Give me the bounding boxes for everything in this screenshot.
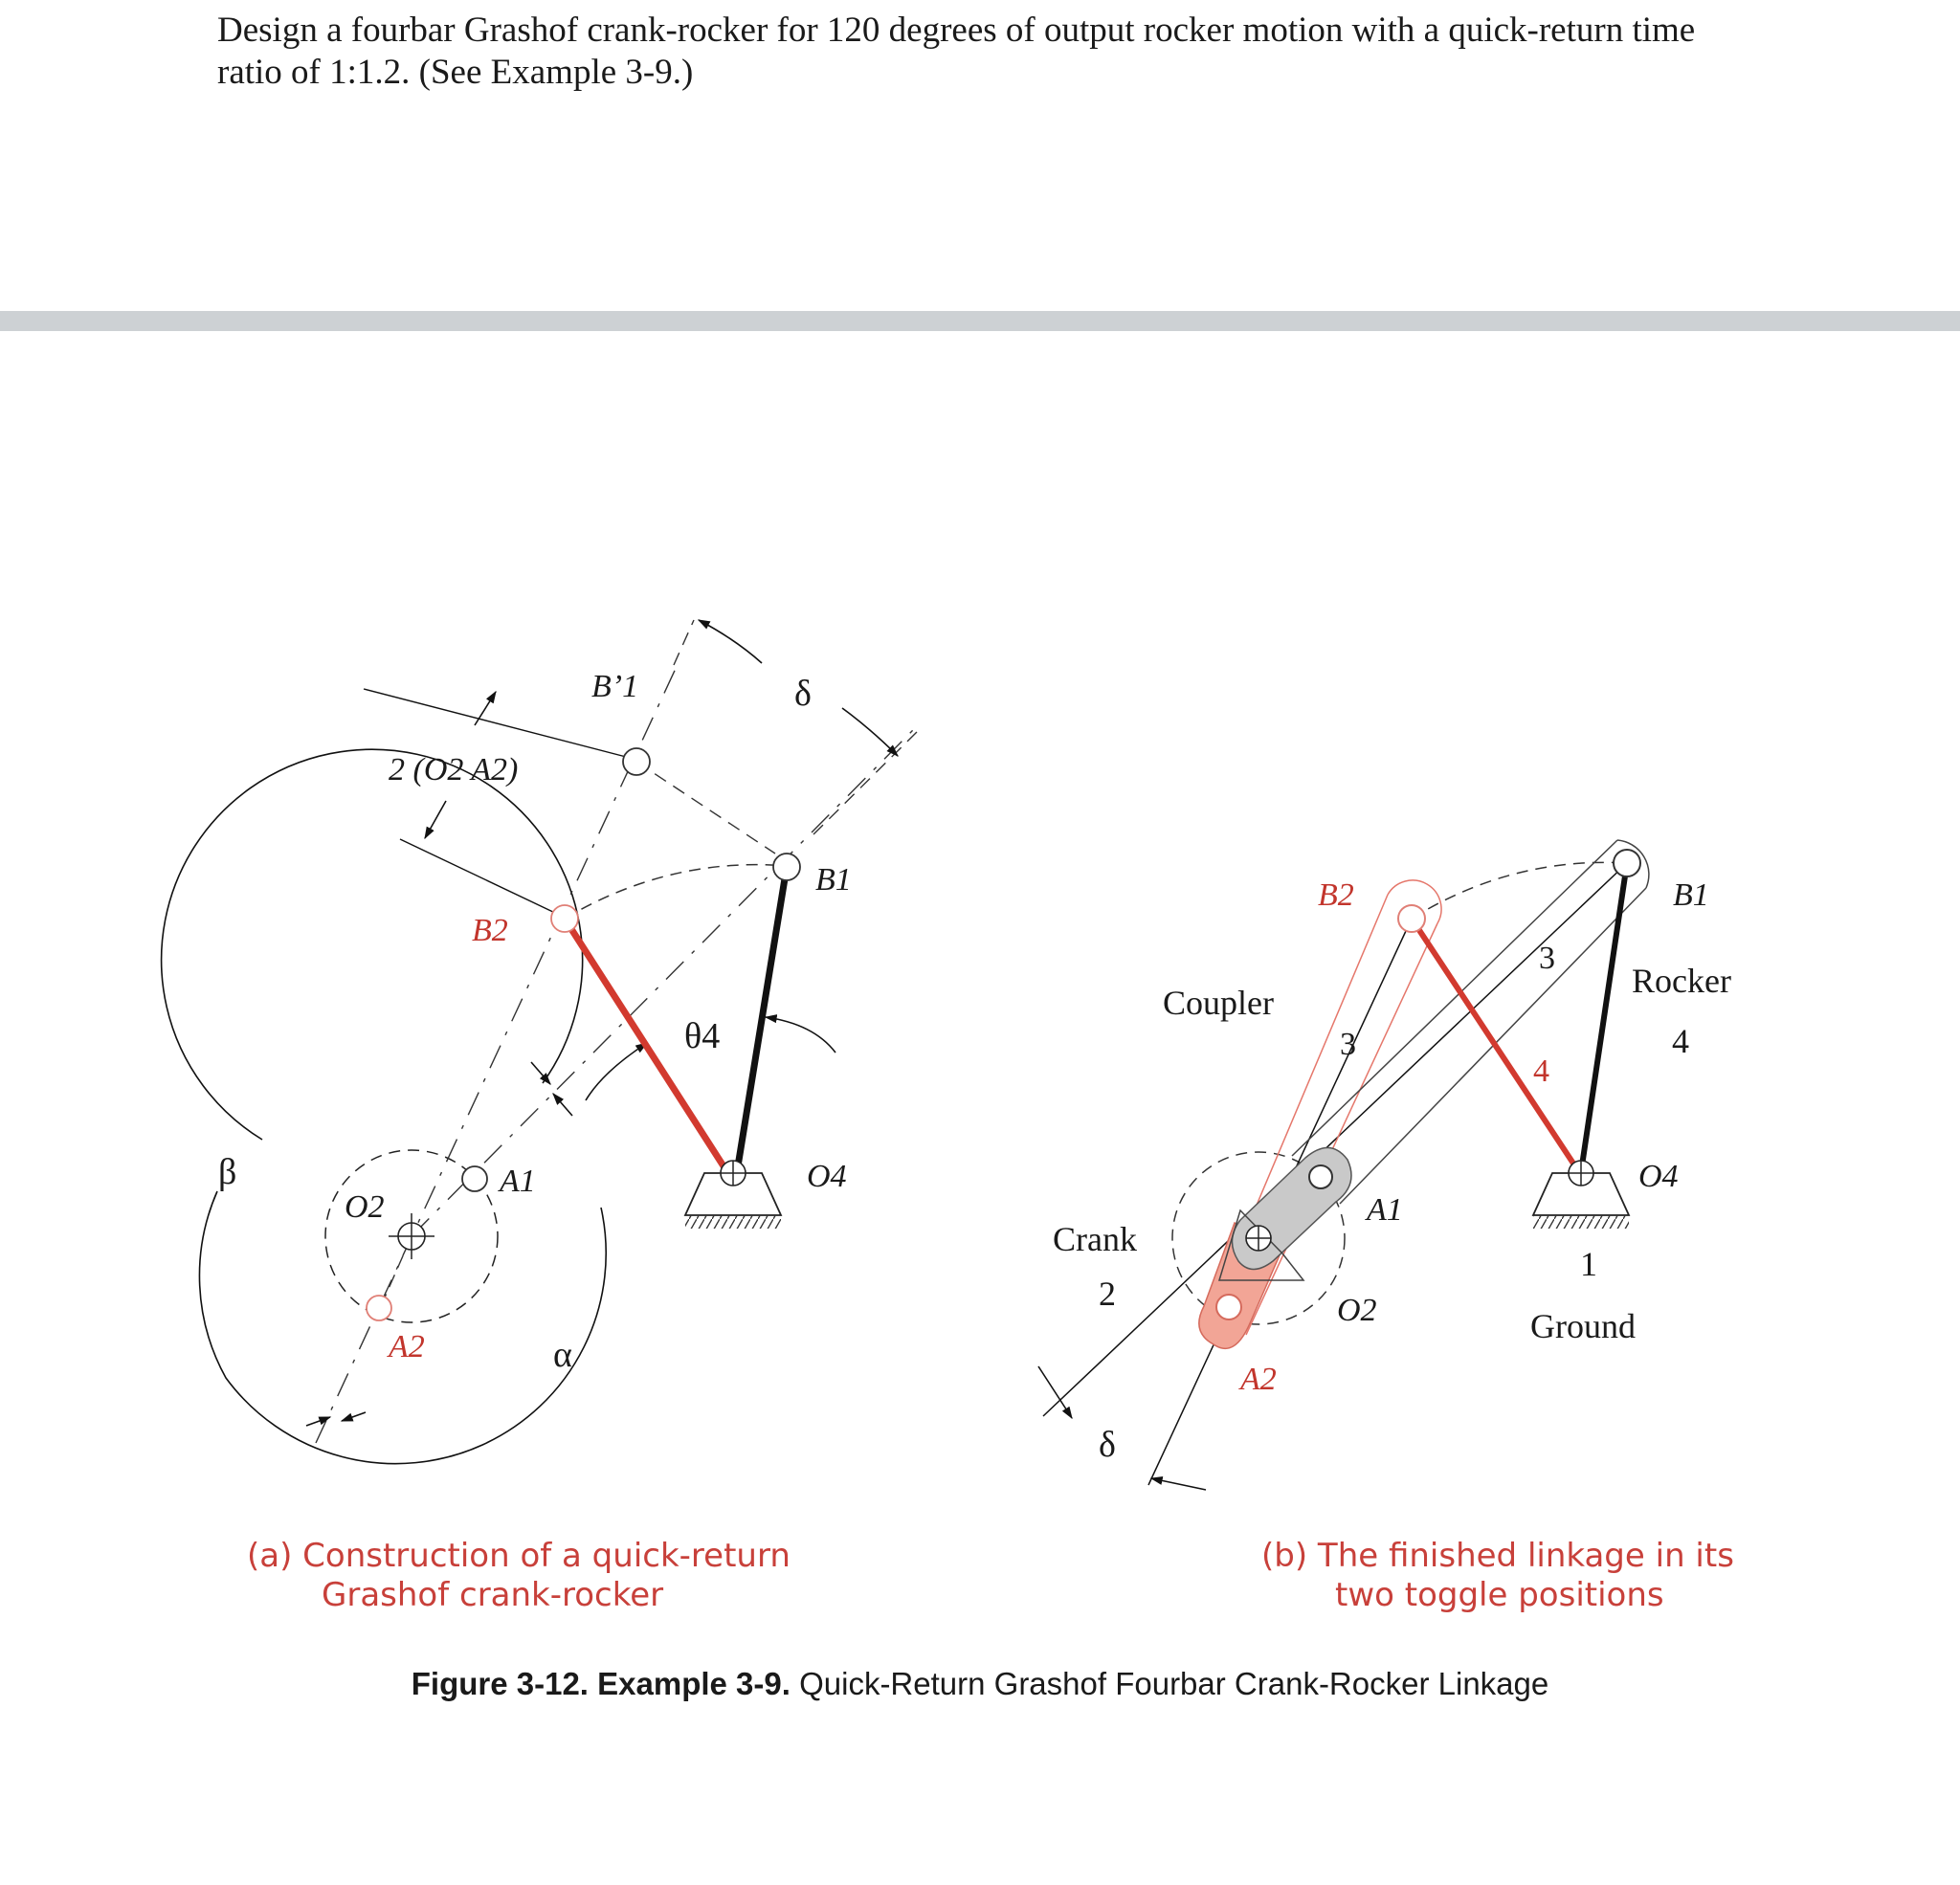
joint-a2-a — [367, 1296, 391, 1320]
label-a2-b: A2 — [1240, 1362, 1277, 1397]
joint-b1-b — [1614, 850, 1640, 876]
alpha-arrow-3 — [306, 1417, 330, 1426]
label-link3-coupler: 3 — [1340, 1027, 1356, 1062]
label-rocker-num: 4 — [1672, 1022, 1689, 1060]
caption-a-line1: (a) Construction of a quick-return — [247, 1537, 791, 1575]
rocker-arc-b — [1412, 862, 1627, 919]
b1prime-to-b1 — [636, 762, 775, 854]
theta4-arc-upper — [766, 1017, 835, 1053]
label-beta: β — [218, 1152, 237, 1192]
problem-statement: Design a fourbar Grashof crank-rocker for 120 degrees of output rocker motion with a quick-return time ratio of 1:1.2. (See Example 3-9.) — [217, 11, 1696, 92]
delta-arc-1 — [699, 620, 762, 663]
label-o2-a: O2 — [345, 1189, 385, 1225]
label-ground-num: 1 — [1580, 1245, 1597, 1283]
delta-arrow-b2 — [1151, 1478, 1206, 1490]
label-b1-b: B1 — [1673, 877, 1709, 913]
label-b1-a: B1 — [815, 862, 852, 898]
joint-a1-b — [1309, 1165, 1332, 1188]
label-coupler: Coupler — [1163, 984, 1274, 1022]
joint-b1prime — [623, 748, 650, 775]
crank-gray-a1 — [1232, 1147, 1351, 1269]
label-a1-a: A1 — [500, 1164, 536, 1199]
delta-arc-2 — [842, 708, 898, 756]
label-b2-b: B2 — [1318, 877, 1354, 913]
dim-ext-bottom — [400, 839, 557, 914]
figure-b-finished-linkage — [1038, 840, 1734, 1614]
joint-a1-a — [462, 1166, 487, 1191]
label-o4-a: O4 — [807, 1159, 847, 1194]
alpha-arrow-4 — [342, 1412, 366, 1421]
label-delta-b: δ — [1099, 1425, 1116, 1465]
alpha-arc — [162, 749, 583, 1140]
joint-b1-a — [773, 854, 800, 880]
ground-o4-b — [1533, 1161, 1629, 1229]
label-crank: Crank — [1053, 1220, 1137, 1258]
joint-a2-b — [1216, 1295, 1241, 1320]
label-theta4: θ4 — [684, 1016, 721, 1056]
dim-ext-top — [364, 689, 630, 758]
coupler-b2-outline-2 — [1246, 923, 1437, 1335]
label-a1-b: A1 — [1367, 1192, 1403, 1228]
alpha-arrow-2 — [531, 1062, 550, 1084]
figure-caption-text: Quick-Return Grashof Fourbar Crank-Rocker Linkage — [790, 1666, 1549, 1701]
label-rocker: Rocker — [1632, 962, 1731, 1000]
label-a2-a: A2 — [389, 1329, 425, 1364]
delta-ext-1 — [674, 620, 694, 665]
delta-ext-2 — [813, 732, 917, 834]
label-ground: Ground — [1530, 1307, 1636, 1345]
ground-o4-a — [685, 1161, 781, 1229]
rocker-black-b1 — [1581, 863, 1627, 1172]
label-link3-b1: 3 — [1539, 941, 1555, 976]
dim-arrow-bottom — [425, 801, 446, 838]
figure-caption-bold: Figure 3-12. Example 3-9. — [411, 1666, 791, 1701]
joint-b2-a — [551, 905, 578, 932]
delta-arrow-b1 — [1038, 1366, 1072, 1418]
caption-b-line1: (b) The finished linkage in its — [1261, 1537, 1734, 1575]
alpha-arrow-1 — [553, 1094, 572, 1116]
label-delta-a: δ — [794, 674, 812, 714]
joint-b2-b — [1398, 905, 1425, 932]
label-b2-a: B2 — [472, 913, 508, 948]
label-o2-b: O2 — [1337, 1293, 1377, 1328]
caption-b-line2: two toggle positions — [1335, 1576, 1664, 1614]
label-2-o2a2: 2 (O2 A2) — [389, 752, 519, 787]
label-o4-b: O4 — [1638, 1159, 1679, 1194]
caption-a-line2: Grashof crank-rocker — [322, 1576, 664, 1614]
label-link4: 4 — [1533, 1053, 1549, 1089]
label-alpha: α — [553, 1335, 572, 1375]
label-b1prime: B’1 — [591, 669, 639, 704]
label-crank-num: 2 — [1099, 1275, 1116, 1313]
figure-a-construction — [162, 620, 917, 1614]
figure-caption — [0, 1666, 1960, 1702]
